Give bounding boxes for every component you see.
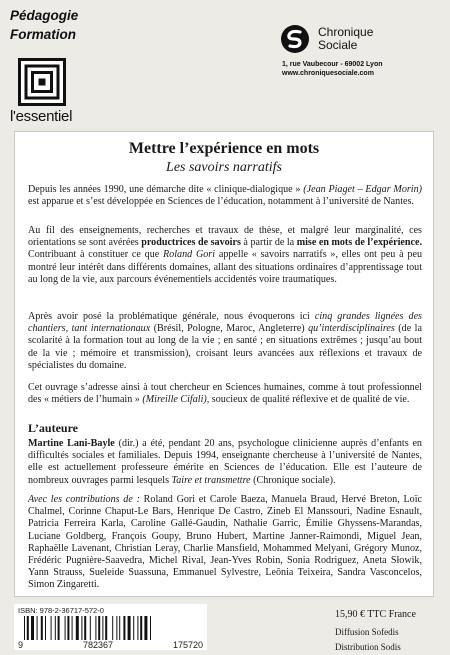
collection-line-formation: Formation (10, 27, 76, 42)
book-subtitle: Les savoirs narratifs (166, 160, 282, 175)
publisher-contact (280, 60, 430, 78)
barcode-group-right: 175720 (172, 640, 203, 650)
book-title: Mettre l’expérience en mots (128, 140, 320, 157)
series-name: l'essentiel (10, 108, 73, 125)
publisher-logo (280, 24, 430, 54)
publisher-name-line2: Sociale (318, 38, 358, 52)
isbn-barcode-box (14, 604, 207, 650)
barcode-icon (24, 616, 194, 640)
paragraph-research-lines: Après avoir posé la problématique générale, nous évoquerons ici cinq grandes lignées des chantiers, tant internationaux (Brésil, Pologne, Maroc, Angleterre) qu’interdisciplinaires (de la scolarité à la formation tout au long de la vie ; en santé ; en situations extrêmes ; jusqu’au bout de la vie ; mémoire et transmission), croisant leurs avancées aux réflexions et travaux de spécialistes du domaine. (28, 311, 422, 371)
price: 15,90 € TTC France (335, 609, 416, 620)
collection-name (10, 6, 78, 44)
author-name: Martine Lani-Bayle (28, 438, 115, 449)
nested-squares-logo-icon (18, 58, 66, 106)
paragraph-audience: Cet ouvrage s’adresse ainsi à tout chercheur en Sciences humaines, comme à tout professionnel des « métiers de l’humain » (Mireille Cifali), soucieux de qualité réflexive et de qualité de vie. (28, 382, 422, 406)
paragraph-history: Depuis les années 1990, une démarche dite « clinique-dialogique » (Jean Piaget – Edgar Morin) est apparue et s’est développée en Sciences de l’éducation, notamment à l’université de Nantes. (28, 184, 423, 208)
publisher-address: 1, rue Vaubecour - 69002 Lyon (282, 61, 383, 68)
publisher-mark-icon (280, 24, 310, 54)
publisher-name-line1: Chronique (318, 25, 374, 39)
back-cover-text-box (14, 131, 434, 597)
barcode-group-left: 782367 (82, 640, 113, 650)
diffusion: Diffusion Sofedis (335, 627, 399, 637)
publisher-website: www.chroniquesociale.com (282, 70, 374, 77)
barcode-first-digit: 9 (18, 640, 24, 650)
distribution: Distribution Sodis (335, 642, 401, 652)
author-heading: L’auteure (28, 421, 79, 435)
barcode-digits (14, 640, 207, 650)
isbn-label: ISBN: 978-2-36717-572-0 (18, 606, 104, 615)
paragraph-narrative-knowledge: Au fil des enseignements, recherches et travaux de thèse, et malgré leur marginalité, ces orientations se sont avérées productrices de savoirs à partir de la mise en mots de l’expérience. Contribuant à constituer ce que Roland Gori appelle « savoirs narratifs », elles ont peu à peu montré leur intérêt dans différents domaines, allant des situations ordinaires d’apprentissage tout au long de la vie, aux parcours événementiels accidentés voire traumatiques. (28, 225, 423, 285)
contributors-list: Avec les contributions de : Roland Gori et Carole Baeza, Manuela Braud, Hervé Breton, Loïc Chalmel, Corinne Chaput-Le Bars, Henrique De Castro, Zineb El Manssouri, Nadine Esnault, Patricia Ferreira Karla, Caroline Gallé-Gaudin, Nathalie Garric, Émilie Ghyssens-Marandas, Luciane Goldberg, François Goupy, Bruno Hubert, Martine Janner-Raimondi, Miguel Jean, Raphaëlle Lavenant, Christian Leray, Charlie Mansfield, Mohammed Melyani, Grégory Munoz, Frédéric Pugnière-Saavedra, Michel Rival, Jean-Yves Robin, Sonia Rodriguez, Aneta Słowik, Yann Strauss, Sueleide Suassuna, Emmanuel Sylvestre, Leônia Teixeira, Sandra Vasconcelos, Simon Zingaretti. (28, 494, 422, 591)
author-bio: Martine Lani-Bayle (dir.) a été, pendant 20 ans, psychologue clinicienne auprès d’enfants en difficultés sociales et familiales. Depuis 1994, enseignante chercheuse à l’université de Nantes, elle est actuellement professeure émérite en Sciences de l’éducation. Elle est l’auteure de nombreux ouvrages parmi lesquels Taire et transmettre (Chronique sociale). (28, 438, 422, 486)
publisher-block (280, 24, 430, 78)
publisher-name (318, 26, 373, 52)
collection-line-pedagogie: Pédagogie (10, 8, 79, 23)
